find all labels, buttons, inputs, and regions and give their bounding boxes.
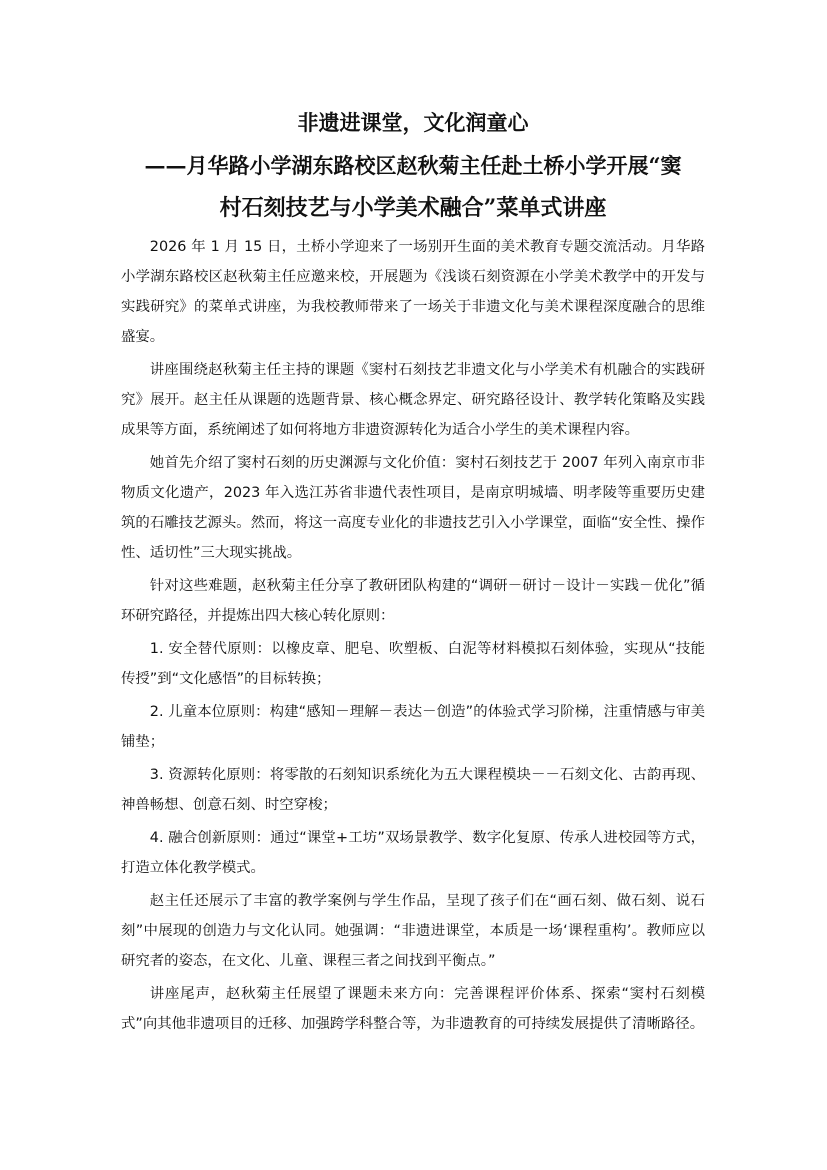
principle-item: 3. 资源转化原则：将零散的石刻知识系统化为五大课程模块－－石刻文化、古韵再现、神兽畅想、创意石刻、时空穿梭；	[121, 767, 705, 813]
paragraph-approach: 针对这些难题，赵秋菊主任分享了教研团队构建的“调研－研讨－设计－实践－优化”循环研究路径，并提炼出四大核心转化原则：	[121, 578, 705, 624]
principle-item: 2. 儿童本位原则：构建“感知－理解－表达－创造”的体验式学习阶梯，注重情感与审美铺垫；	[121, 704, 705, 750]
title-line-3: 村石刻技艺与小学美术融合”菜单式讲座	[219, 195, 607, 221]
title-line-1: 非遗进课堂，文化润童心	[297, 110, 529, 135]
paragraph-history: 她首先介绍了窦村石刻的历史渊源与文化价值：窦村石刻技艺于 2007 年列入南京市非物质文化遗产，2023 年入选江苏省非遗代表性项目，是南京明城墙、明孝陵等重要历史建筑的石雕技艺源头。然而，将这一高度专业化的非遗技艺引入小学课堂，面临“安全性、操作性、适切性”三大现实挑战。	[121, 455, 705, 561]
paragraph-topic: 讲座围绕赵秋菊主任主持的课题《窦村石刻技艺非遗文化与小学美术有机融合的实践研究》展开。赵主任从课题的选题背景、核心概念界定、研究路径设计、教学转化策略及实践成果等方面，系统阐述了如何将地方非遗资源转化为适合小学生的美术课程内容。	[121, 362, 705, 438]
title-line-2: ——月华路小学湖东路校区赵秋菊主任赴土桥小学开展“窦	[144, 153, 682, 178]
article-body	[121, 101, 705, 1039]
principle-item: 4. 融合创新原则：通过“课堂+工坊”双场景教学、数字化复原、传承人进校园等方式，打造立体化教学模式。	[121, 830, 705, 876]
paragraph-cases: 赵主任还展示了丰富的教学案例与学生作品，呈现了孩子们在“画石刻、做石刻、说石刻”中展现的创造力与文化认同。她强调：“非遗进课堂，本质是一场‘课程重构’。教师应以研究者的姿态，在文化、儿童、课程三者之间找到平衡点。”	[121, 893, 705, 969]
article-title	[121, 101, 705, 230]
principle-item: 1. 安全替代原则：以橡皮章、肥皂、吹塑板、白泥等材料模拟石刻体验，实现从“技能传授”到“文化感悟”的目标转换；	[121, 641, 705, 687]
paragraph-intro: 2026 年 1 月 15 日，土桥小学迎来了一场别开生面的美术教育专题交流活动。月华路小学湖东路校区赵秋菊主任应邀来校，开展题为《浅谈石刻资源在小学美术教学中的开发与实践研究》的菜单式讲座，为我校教师带来了一场关于非遗文化与美术课程深度融合的思维盛宴。	[121, 239, 705, 345]
paragraph-conclusion: 讲座尾声，赵秋菊主任展望了课题未来方向：完善课程评价体系、探索“窦村石刻模式”向其他非遗项目的迁移、加强跨学科整合等，为非遗教育的可持续发展提供了清晰路径。	[121, 986, 705, 1032]
